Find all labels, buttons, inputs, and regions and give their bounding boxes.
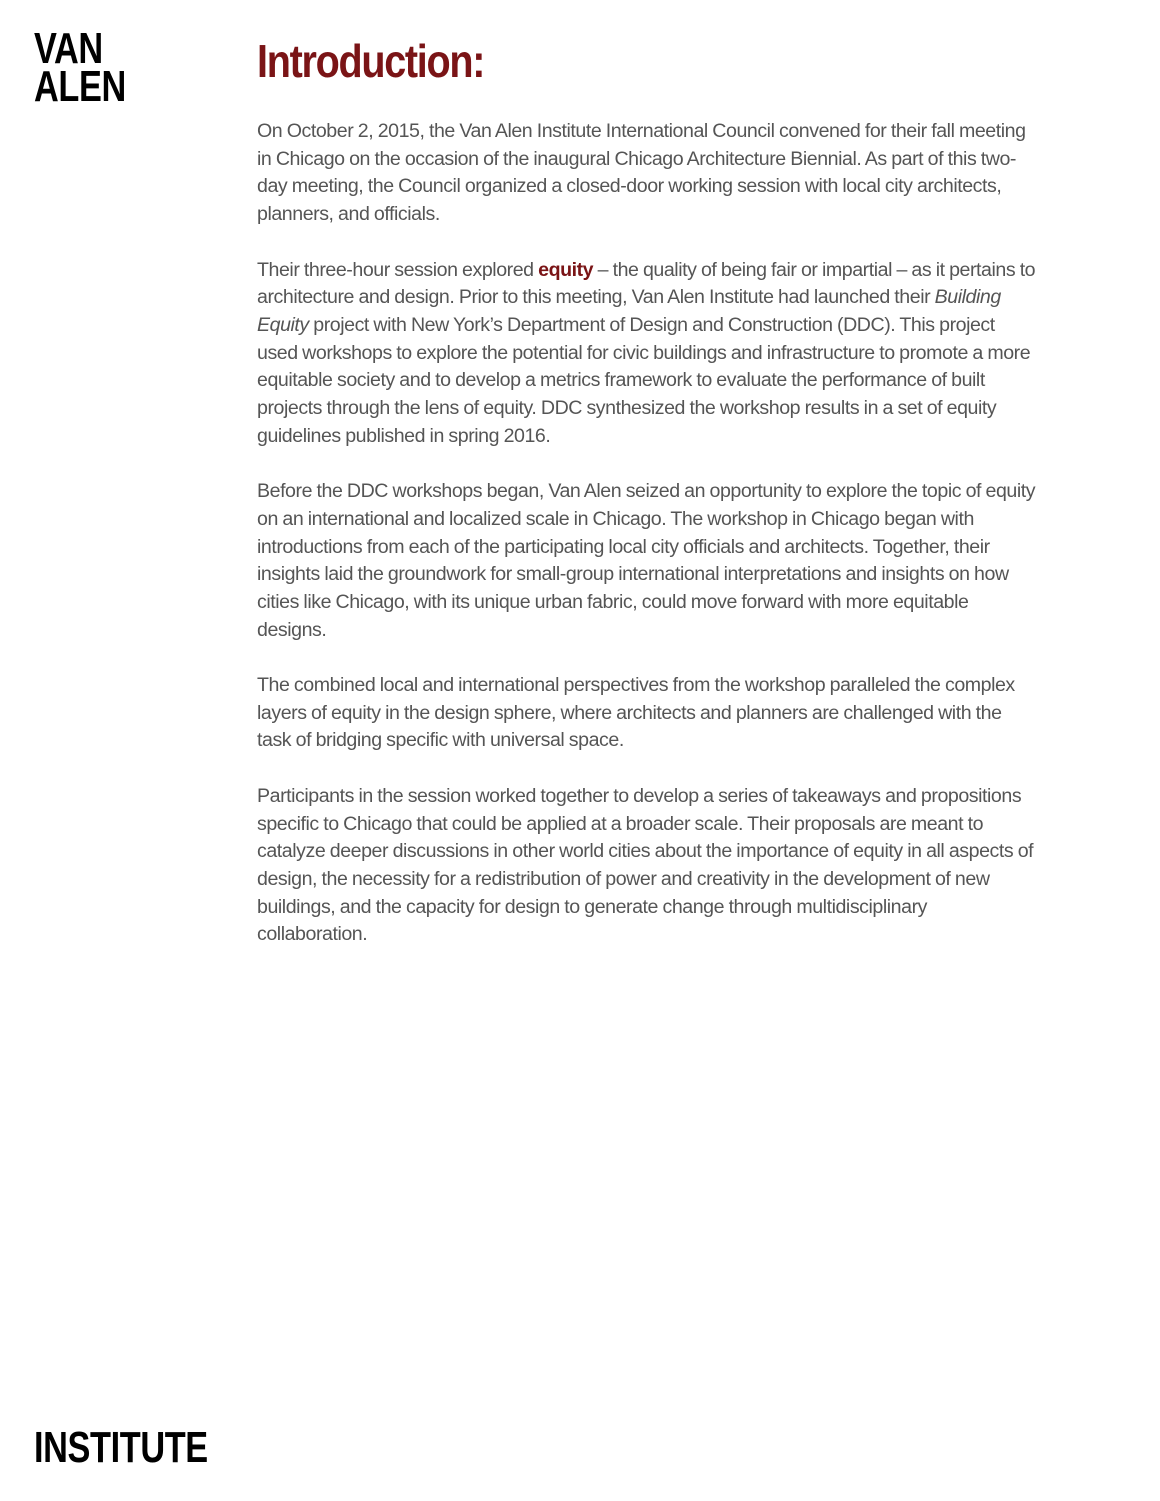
paragraph-2 — [257, 257, 1037, 451]
paragraph-2-end: project with New York’s Department of Design and Construction (DDC). This project used workshops to explore the potential for civic buildings and infrastructure to promote a more equitable society and to develop a metrics framework to evaluate the performance of built projects through the lens of equity. DDC synthesized the workshop results in a set of equity guidelines published in spring 2016. — [257, 313, 1031, 447]
paragraph-2-middle: – the quality of being fair or impartial – as it pertains to architecture and design. Prior to this meeting, Van Alen Institute had launched their — [257, 258, 1036, 309]
logo-line-van: VAN — [34, 24, 103, 73]
institute-logo: INSTITUTE — [34, 1423, 208, 1472]
main-content — [257, 36, 1037, 977]
van-alen-logo — [34, 24, 126, 111]
paragraph-1: On October 2, 2015, the Van Alen Institute International Council convened for their fall meeting in Chicago on the occasion of the inaugural Chicago Architecture Biennial. As part of this two-day meeting, the Council organized a closed-door working session with local city architects, planners, and officials. — [257, 120, 1026, 226]
paragraph-3: Before the DDC workshops began, Van Alen seized an opportunity to explore the topic of equity on an international and localized scale in Chicago. The workshop in Chicago began with introductions from each of the participating local city officials and architects. Together, their insights laid the groundwork for small-group international interpretations and insights on how cities like Chicago, with its unique urban fabric, could move forward with more equitable designs. — [257, 480, 1036, 641]
paragraph-5: Participants in the session worked together to develop a series of takeaways and propositions specific to Chicago that could be applied at a broader scale. Their proposals are meant to catalyze deeper discussions in other world cities about the importance of equity in all aspects of design, the necessity for a redistribution of power and creativity in the development of new buildings, and the capacity for design to generate change through multidisciplinary collaboration. — [257, 784, 1034, 946]
body-text — [257, 118, 1037, 949]
paragraph-4: The combined local and international perspectives from the workshop paralleled the complex layers of equity in the design sphere, where architects and planners are challenged with the task of bridging specific with universal space. — [257, 674, 1015, 752]
equity-highlight: equity — [538, 258, 594, 281]
building-equity-title: Building Equity — [257, 286, 1001, 336]
page-title: Introduction: — [257, 35, 485, 87]
paragraph-2-intro: Their three-hour session explored — [257, 258, 539, 281]
logo-line-alen: ALEN — [34, 62, 126, 111]
